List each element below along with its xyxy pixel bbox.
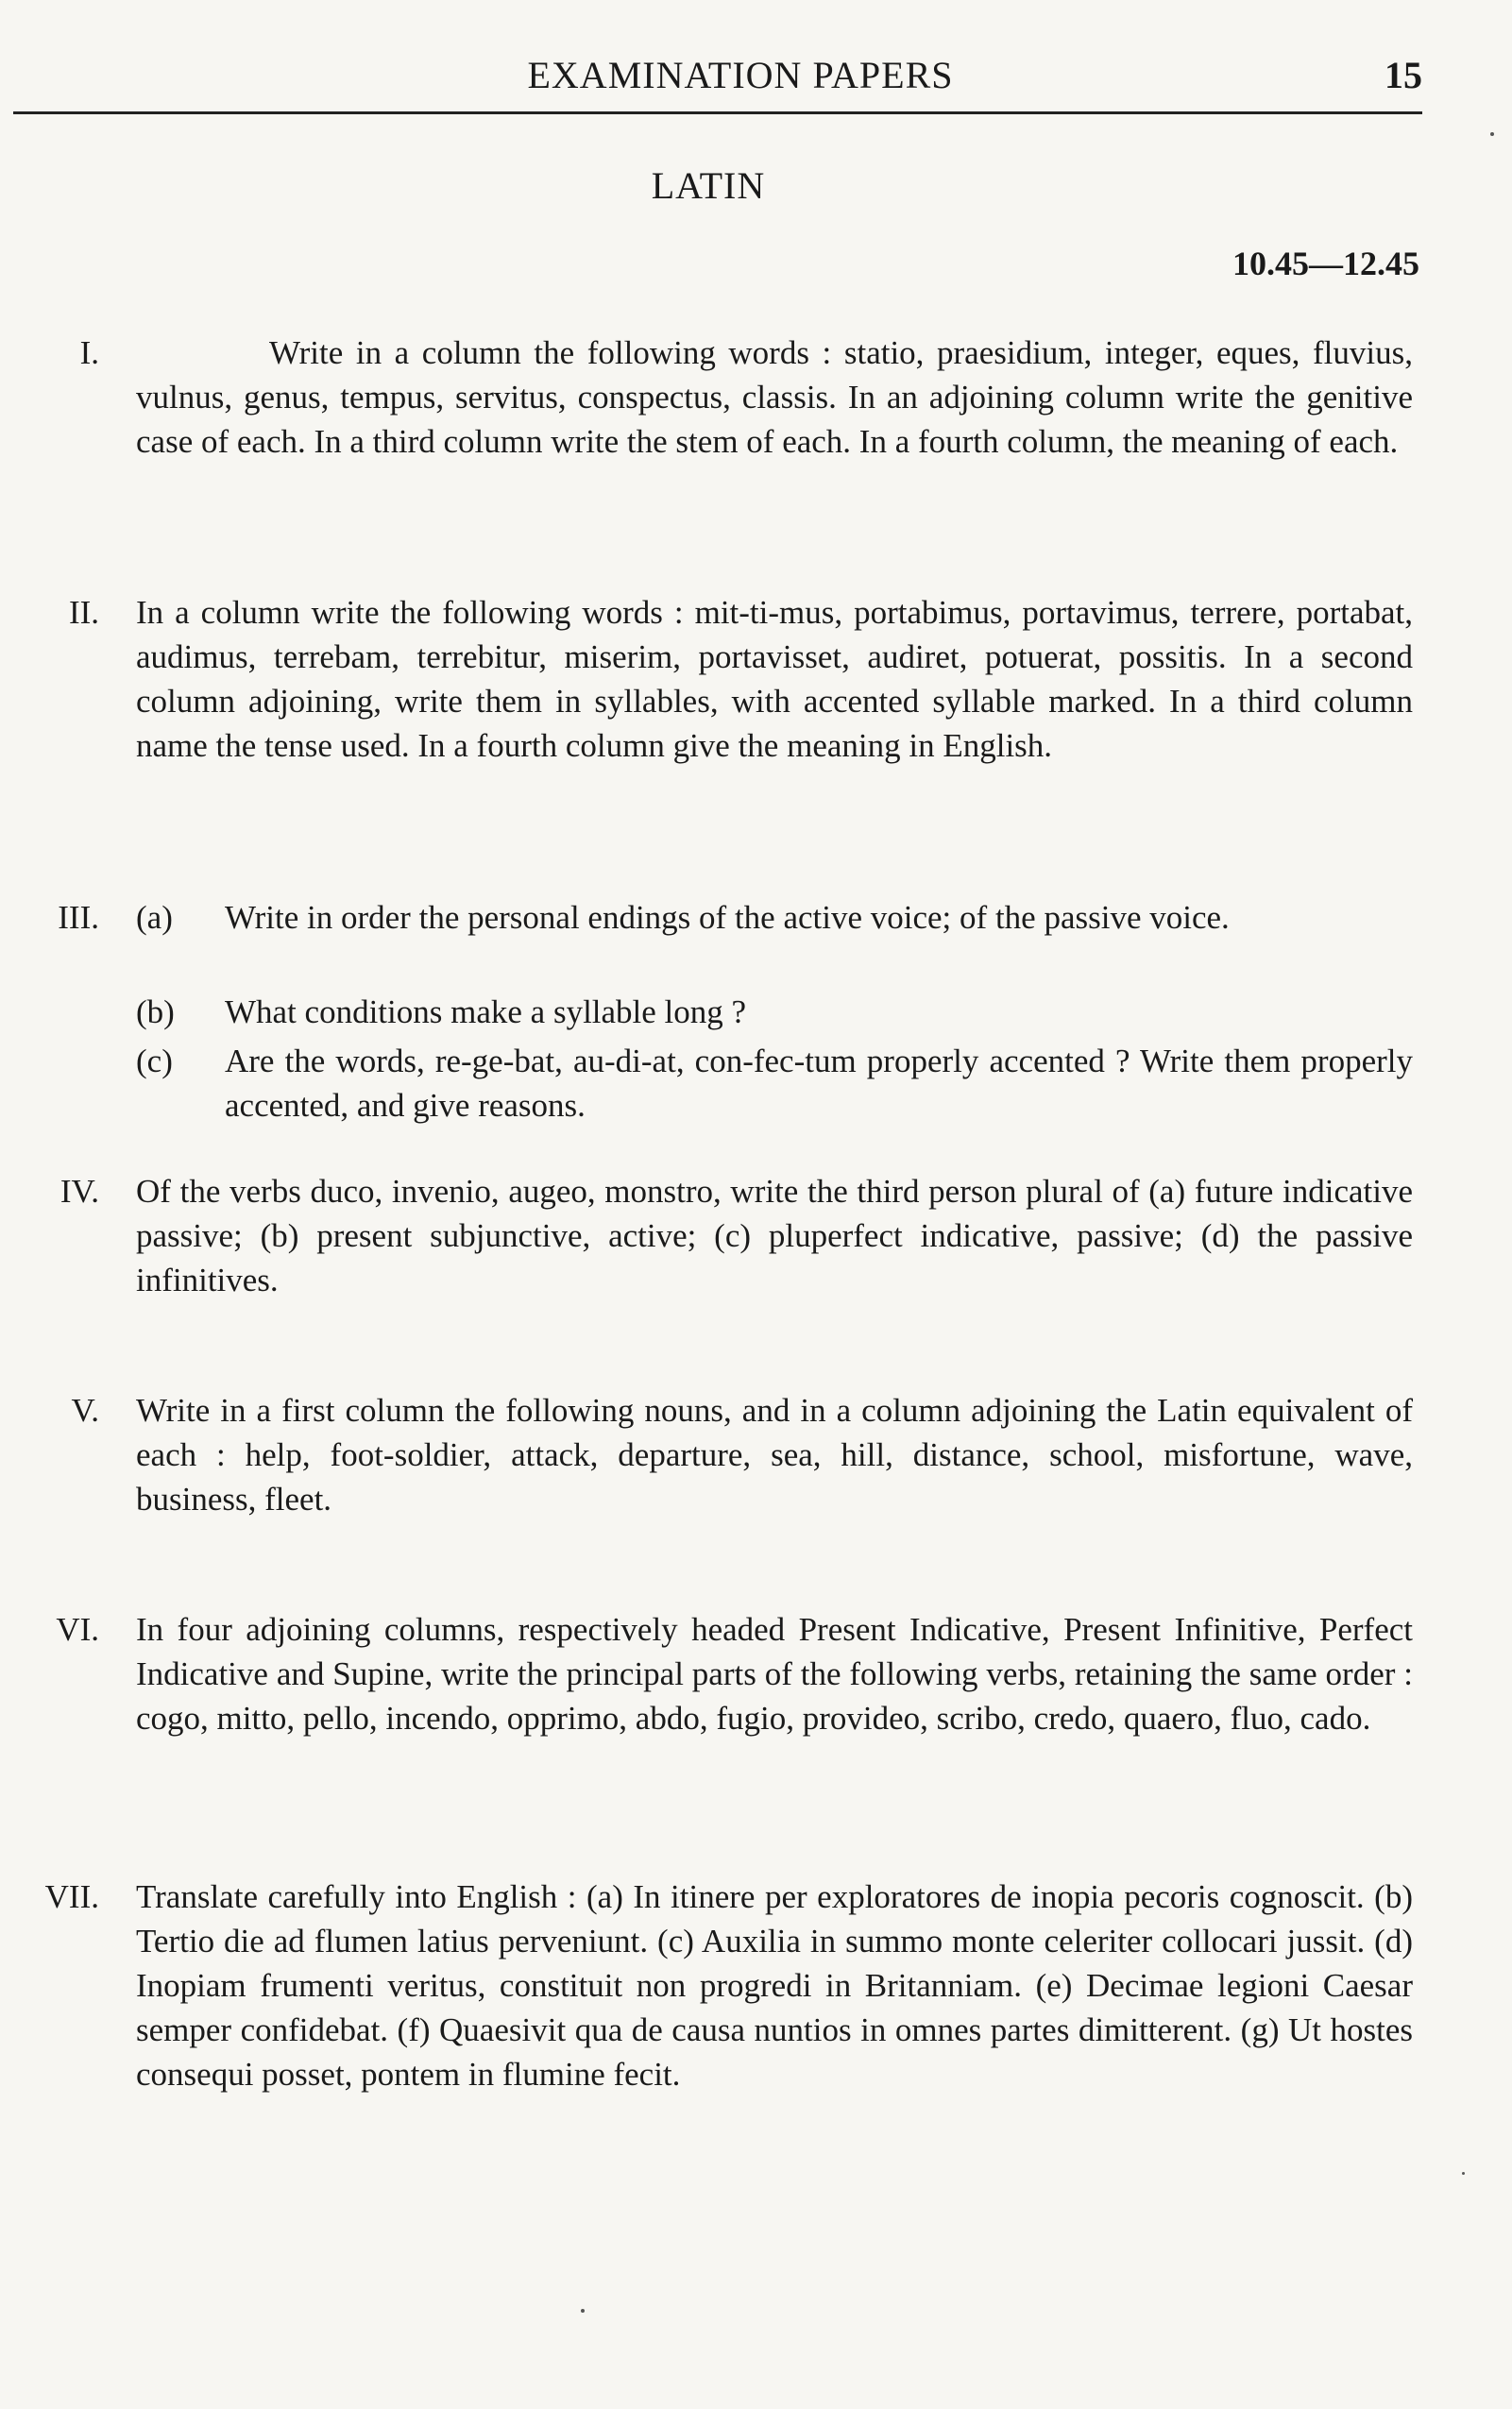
question-number: III. <box>58 899 99 936</box>
part-label: (b) <box>136 993 175 1030</box>
question-text: Write in a first column the following nouns, and in a column adjoining the Latin equivalent of each : help, foot-soldier, attack, departure, sea, hill, distance, school, misfortune, wave, business, fleet. <box>136 1392 1413 1518</box>
question-number: I. <box>79 334 99 371</box>
question-text: In a column write the following words : mit-ti-mus, portabimus, portavimus, terrere, portabat, audimus, terrebam, terrebitur, miserim, portavisset, audiret, potuerat, possitis. In a second column adjoining, write them in syllables, with accented syllable marked. In a third column name the tense used. In a fourth column give the meaning in English. <box>136 594 1413 764</box>
part-label: (c) <box>136 1043 173 1079</box>
question-number: VI. <box>56 1611 99 1648</box>
exam-time: 10.45—12.45 <box>1232 245 1419 282</box>
question-number: IV. <box>59 1173 99 1210</box>
part-text: Are the words, re-ge-bat, au-di-at, con-fec-tum properly accented ? Write them properly accented, and give reasons. <box>225 1043 1413 1124</box>
page-number: 15 <box>1385 54 1422 96</box>
question-text: Write in a column the following words : statio, praesidium, integer, eques, fluvius, vulnus, genus, tempus, servitus, conspectus, classis. In an adjoining column write the genitive case of each. In a third column write the stem of each. In a fourth column, the meaning of each. <box>136 334 1413 460</box>
scan-speck <box>1490 132 1494 136</box>
question-number: VII. <box>44 1878 99 1915</box>
page-header <box>13 53 1422 119</box>
scan-speck <box>581 2309 585 2313</box>
header-rule <box>13 111 1422 114</box>
question-number: II. <box>68 594 99 631</box>
question-text: Of the verbs duco, invenio, augeo, monstro, write the third person plural of (a) future indicative passive; (b) present subjunctive, active; (c) pluperfect indicative, passive; (d) the passive infinitives. <box>136 1173 1413 1298</box>
question-text: In four adjoining columns, respectively headed Present Indicative, Present Infinitive, Perfect Indicative and Supine, write the principal parts of the following verbs, retaining the same order : cogo, mitto, pello, incendo, opprimo, abdo, fugio, provideo, scribo, credo, quaero, fluo, cado. <box>136 1611 1413 1737</box>
subject-heading: LATIN <box>651 164 766 207</box>
question-text: Translate carefully into English : (a) In itinere per exploratores de inopia pecoris cognoscit. (b) Tertio die ad flumen latius perveniunt. (c) Auxilia in summo monte celeriter collocari jussit. (d) Inopiam frumenti veritus, constituit non progredi in Britanniam. (e) Decimae legioni Caesar semper confidebat. (f) Quaesivit qua de causa nuntios in omnes partes dimitterent. (g) Ut hostes consequi posset, pontem in flumine fecit. <box>136 1878 1413 2093</box>
part-label: (a) <box>136 899 173 936</box>
part-text: What conditions make a syllable long ? <box>225 993 747 1030</box>
question-number: V. <box>71 1392 99 1429</box>
running-title: EXAMINATION PAPERS <box>527 54 954 96</box>
part-text: Write in order the personal endings of the active voice; of the passive voice. <box>225 899 1230 936</box>
scan-speck <box>1462 2172 1465 2175</box>
